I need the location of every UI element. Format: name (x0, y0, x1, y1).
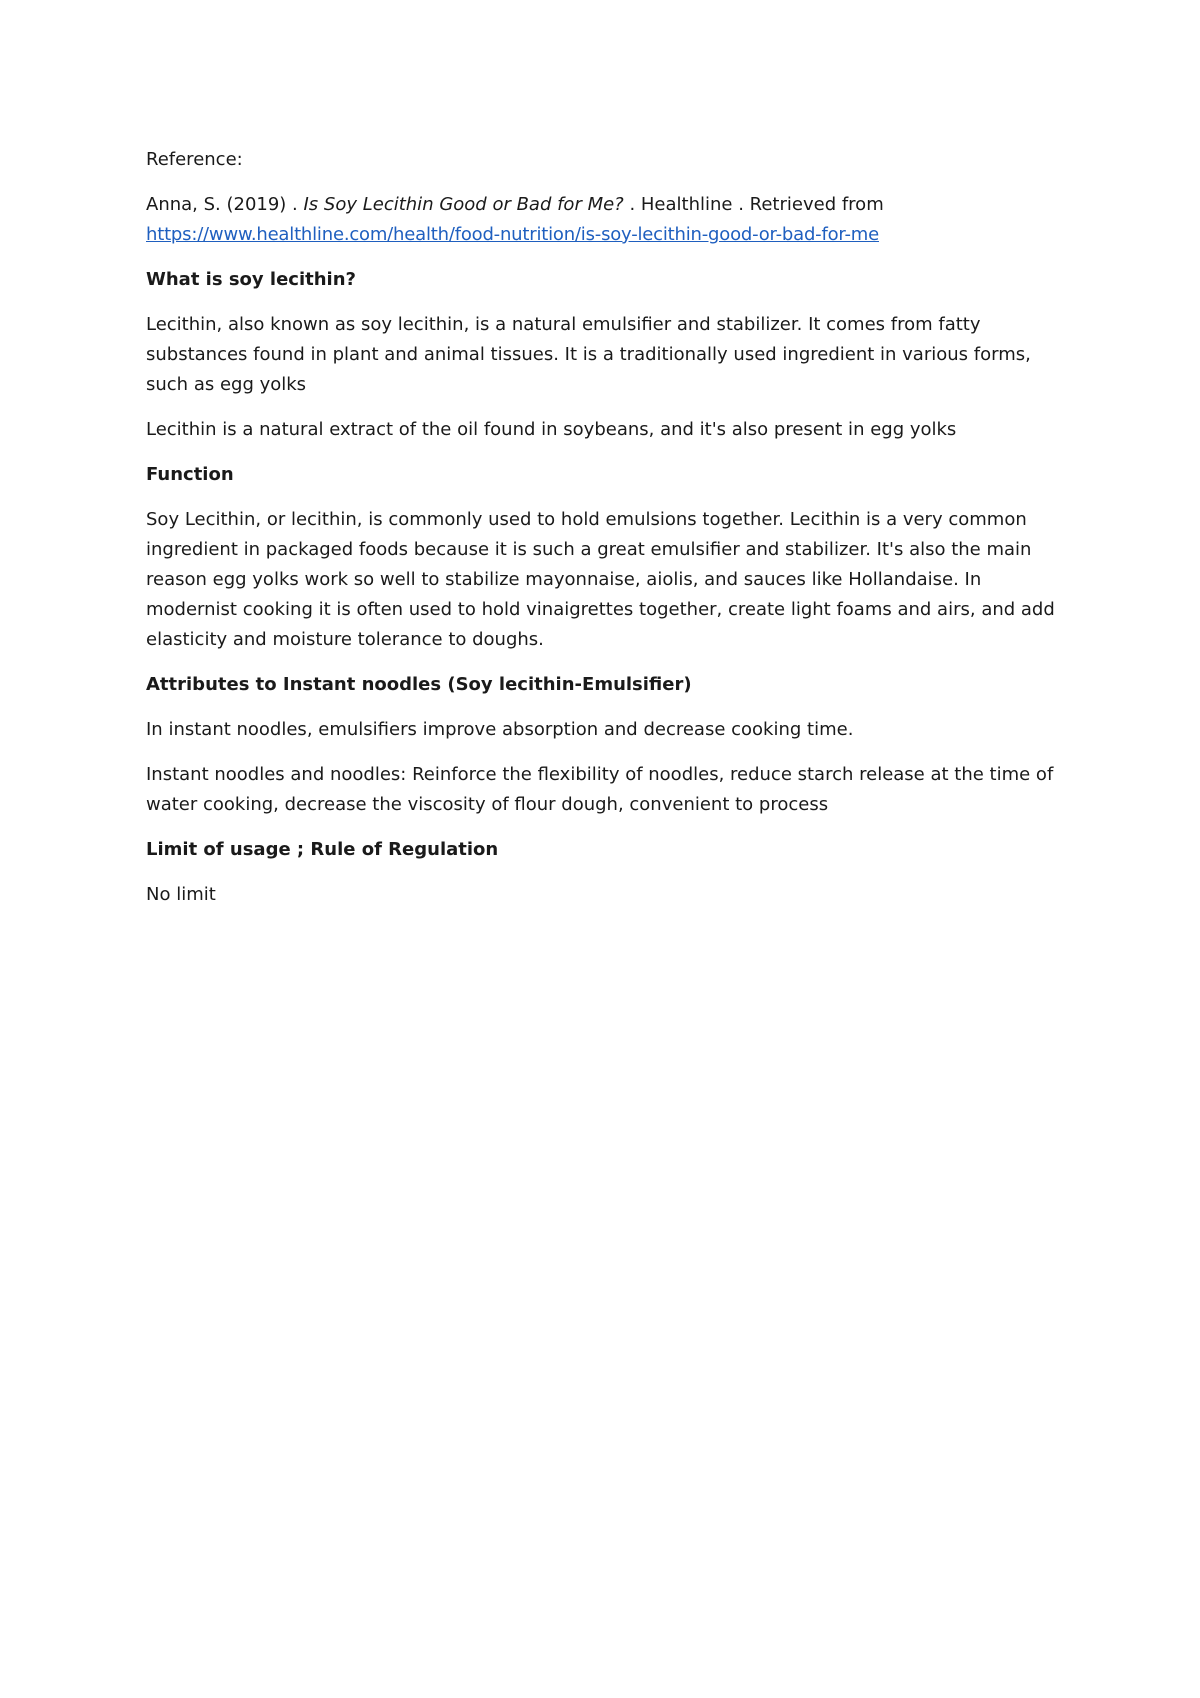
citation-author-year: Anna, S. (2019) . (146, 194, 304, 215)
section-paragraph: Instant noodles and noodles: Reinforce the flexibility of noodles, reduce starch release at the time of water cooking, decrease the viscosity of flour dough, convenient to process (146, 764, 1054, 815)
reference-label: Reference: (146, 149, 243, 170)
section-paragraph: Soy Lecithin, or lecithin, is commonly used to hold emulsions together. Lecithin is a very common ingredient in packaged foods because it is such a great emulsifier and stabilizer. It's also the main reason egg yolks work so well to stabilize mayonnaise, aiolis, and sauces like Hollandaise. In modernist cooking it is often used to hold vinaigrettes together, create light foams and airs, and add elasticity and moisture tolerance to doughs. (146, 509, 1055, 650)
citation-publisher: . Healthline . Retrieved from (623, 194, 884, 215)
section-heading-limit-of-usage: Limit of usage ; Rule of Regulation (146, 839, 499, 860)
citation-title: Is Soy Lecithin Good or Bad for Me? (303, 194, 624, 215)
section-paragraph: In instant noodles, emulsifiers improve absorption and decrease cooking time. (146, 719, 854, 740)
section-paragraph: No limit (146, 884, 216, 905)
section-paragraph: Lecithin, also known as soy lecithin, is a natural emulsifier and stabilizer. It comes from fatty substances found in plant and animal tissues. It is a traditionally used ingredient in various forms, such as egg yolks (146, 314, 1031, 395)
section-paragraph: Lecithin is a natural extract of the oil found in soybeans, and it's also present in egg yolks (146, 419, 957, 440)
citation-url-link[interactable]: https://www.healthline.com/health/food-nutrition/is-soy-lecithin-good-or-bad-for-me (146, 224, 879, 245)
document-body (146, 145, 1066, 925)
section-heading-function: Function (146, 464, 234, 485)
section-heading-what-is-soy-lecithin: What is soy lecithin? (146, 269, 356, 290)
section-heading-attributes: Attributes to Instant noodles (Soy lecithin-Emulsifier) (146, 674, 692, 695)
citation (146, 190, 1066, 250)
